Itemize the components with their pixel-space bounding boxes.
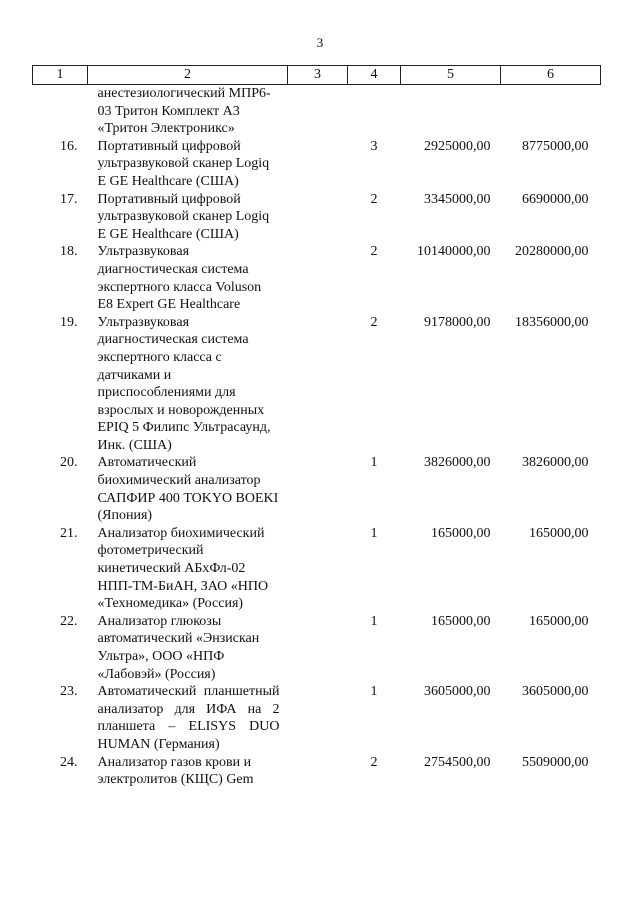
table-row [33, 191, 601, 244]
table-row [33, 754, 601, 789]
item-total: 8775000,00 [522, 138, 589, 154]
item-name: Анализатор биохимический фотометрический кинетический АБхФл-02 НПП-ТМ-БиАН, ЗАО «НПО «Техномедика» (Россия) [97, 525, 269, 612]
table-row [33, 243, 601, 313]
item-quantity: 2 [370, 754, 378, 770]
item-quantity: 2 [370, 244, 378, 260]
equipment-table [32, 65, 601, 789]
table-row [33, 454, 601, 524]
item-quantity: 1 [370, 684, 378, 700]
table-row [33, 314, 601, 455]
item-total: 165000,00 [529, 613, 589, 629]
item-total: 165000,00 [529, 525, 589, 541]
item-quantity: 1 [370, 525, 378, 541]
continuation-text: анестезиологический МПР6-03 Тритон Комплект А3 «Тритон Электроникс» [97, 86, 271, 137]
row-number: 24. [60, 754, 78, 770]
item-name: Ультразвуковая диагностическая система экспертного класса Voluson E8 Expert GE Healthcare [97, 244, 262, 313]
item-price: 9178000,00 [424, 314, 491, 330]
row-number: 16. [60, 138, 78, 154]
header-col-6: 6 [501, 66, 601, 85]
item-name: Анализатор глюкозы автоматический «Энзискан Ультра», ООО «НПФ «Лабовэй» (Россия) [97, 613, 260, 682]
row-number: 18. [60, 244, 78, 260]
header-col-2: 2 [88, 66, 288, 85]
item-quantity: 3 [370, 138, 378, 154]
item-name: Автоматический планшетный анализатор для ИФА на 2 планшета – ELISYS DUO HUMAN (Германия) [97, 684, 280, 752]
item-price: 2754500,00 [424, 754, 491, 770]
item-price: 2925000,00 [424, 138, 491, 154]
item-total: 18356000,00 [515, 314, 589, 330]
item-total: 5509000,00 [522, 754, 589, 770]
table-row [33, 138, 601, 191]
item-name: Портативный цифровой ультразвуковой сканер Logiq E GE Healthcare (США) [97, 191, 270, 242]
header-col-4: 4 [348, 66, 401, 85]
continuation-row [33, 85, 601, 138]
item-quantity: 1 [370, 455, 378, 471]
item-name: Ультразвуковая диагностическая система экспертного класса с датчиками и приспособлениями для взрослых и новорожденных EPIQ 5 Филипс Ультрасаунд, Инк. (США) [97, 314, 271, 453]
item-price: 3605000,00 [424, 684, 491, 700]
row-number: 20. [60, 455, 78, 471]
header-col-5: 5 [401, 66, 501, 85]
row-number: 21. [60, 525, 78, 541]
item-total: 3826000,00 [522, 455, 589, 471]
table-row [33, 683, 601, 753]
item-price: 3826000,00 [424, 455, 491, 471]
row-number: 23. [60, 684, 78, 700]
item-name: Анализатор газов крови и электролитов (КЩС) Gem [97, 754, 254, 788]
item-quantity: 1 [370, 613, 378, 629]
item-name: Автоматический биохимический анализатор САПФИР 400 TOKYO BOEKI (Япония) [97, 455, 279, 524]
item-price: 165000,00 [431, 525, 491, 541]
table-row [33, 613, 601, 683]
item-price: 3345000,00 [424, 191, 491, 207]
item-name: Портативный цифровой ультразвуковой сканер Logiq E GE Healthcare (США) [97, 138, 270, 189]
item-price: 165000,00 [431, 613, 491, 629]
header-col-3: 3 [288, 66, 348, 85]
row-number: 17. [60, 191, 78, 207]
item-total: 6690000,00 [522, 191, 589, 207]
item-quantity: 2 [370, 191, 378, 207]
header-col-1: 1 [33, 66, 88, 85]
item-total: 20280000,00 [515, 244, 589, 260]
page-number: 3 [316, 35, 324, 50]
item-quantity: 2 [370, 314, 378, 330]
row-number: 19. [60, 314, 78, 330]
item-price: 10140000,00 [417, 244, 491, 260]
table-header [33, 66, 601, 85]
table-row [33, 525, 601, 613]
row-number: 22. [60, 613, 78, 629]
item-total: 3605000,00 [522, 684, 589, 700]
